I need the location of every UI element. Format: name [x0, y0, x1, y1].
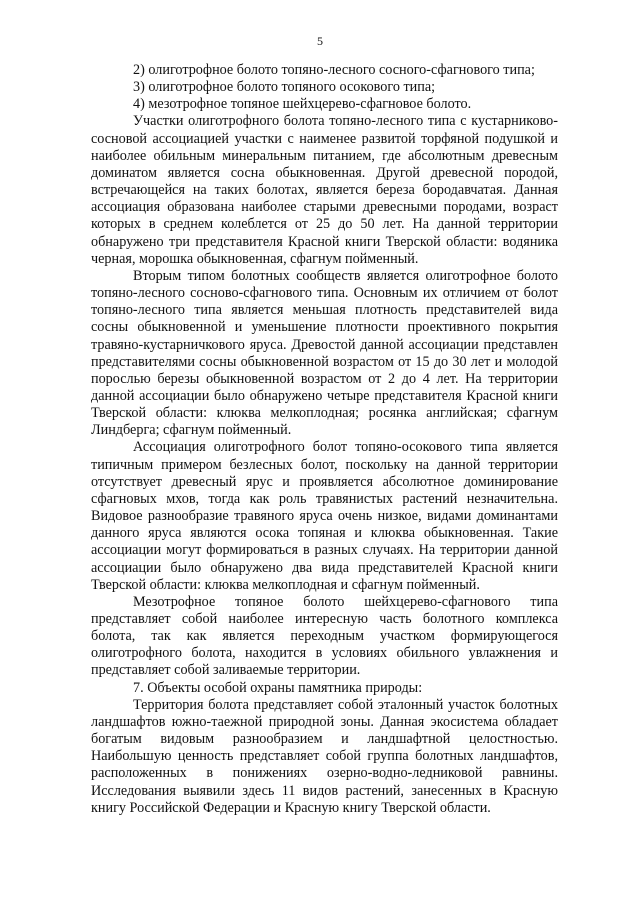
- list-item: 4) мезотрофное топяное шейхцерево-сфагновое болото.: [133, 96, 472, 113]
- paragraph: Участки олиготрофного болота топяно-лесного типа с кустарниково-сосновой ассоциацией участки с наименее развитой торфяной подушкой и наиболее обильным минеральным питанием, где абсолютным древесным доминатом является сосна обыкновенная. Другой древесной породой, встречающейся на таких болотах, является береза бородавчатая. Данная ассоциация образована наиболее старыми древесными породами, возраст которых в среднем колеблется от 25 до 50 лет. На данной территории обнаружено три представителя Красной книги Тверской области: водяника черная, морошка обыкновенная, сфагнум пойменный.: [91, 113, 558, 267]
- paragraph: Мезотрофное топяное болото шейхцерево-сфагнового типа представляет собой наиболее интересную часть болотного комплекса болота, так как является переходным участком формирующегося олиготрофного болота, находится в условиях обильного увлажнения и представляет собой заливаемые территории.: [91, 593, 558, 679]
- paragraph: Вторым типом болотных сообществ является олиготрофное болото топяно-лесного сосново-сфагнового типа. Основным их отличием от болот топяно-лесного типа является меньшая плотность представителей вида сосны обыкновенной и уменьшение плотности проективного покрытия травяно-кустарничкового яруса. Древостой данной ассоциации представлен представителями сосны обыкновенной возрастом от 15 до 30 лет и молодой порослью березы обыкновенной возрастом от 2 до 4 лет. На территории данной ассоциации было обнаружено четыре представителя Красной книги Тверской области: клюква мелкоплодная; росянка английская; сфагнум Линдберга; сфагнум пойменный.: [91, 267, 558, 439]
- paragraph: Территория болота представляет собой эталонный участок болотных ландшафтов южно-таежной природной зоны. Данная экосистема обладает богатым видовым разнообразием и ландшафтной целостностью. Наибольшую ценность представляет собой группа болотных ландшафтов, расположенных в понижениях озерно-водно-ледниковой равнины. Исследования выявили здесь 11 видов растений, занесенных в Красную книгу Российской Федерации и Красную книгу Тверской области.: [91, 696, 558, 816]
- list-item: 3) олиготрофное болото топяного осокового типа;: [133, 79, 436, 96]
- document-body: [91, 62, 558, 817]
- paragraph: Ассоциация олиготрофного болот топяно-осокового типа является типичным примером безлесных болот, поскольку на данной территории отсутствует древесный ярус и проявляется абсолютное доминирование сфагновых мхов, тогда как роль травянистых растений незначительна. Видовое разнообразие травяного яруса очень низкое, видами доминантами данного яруса являются осока топяная и клюква обыкновенная. Такие ассоциации могут формироваться в разных случаях. На территории данной ассоциации было обнаружено два вида представителей Красной книги Тверской области: клюква мелкоплодная и сфагнум пойменный.: [91, 439, 558, 593]
- list-item: 2) олиготрофное болото топяно-лесного сосного-сфагнового типа;: [133, 62, 535, 78]
- section-heading: 7. Объекты особой охраны памятника природы:: [133, 679, 423, 696]
- page-number: 5: [317, 34, 323, 48]
